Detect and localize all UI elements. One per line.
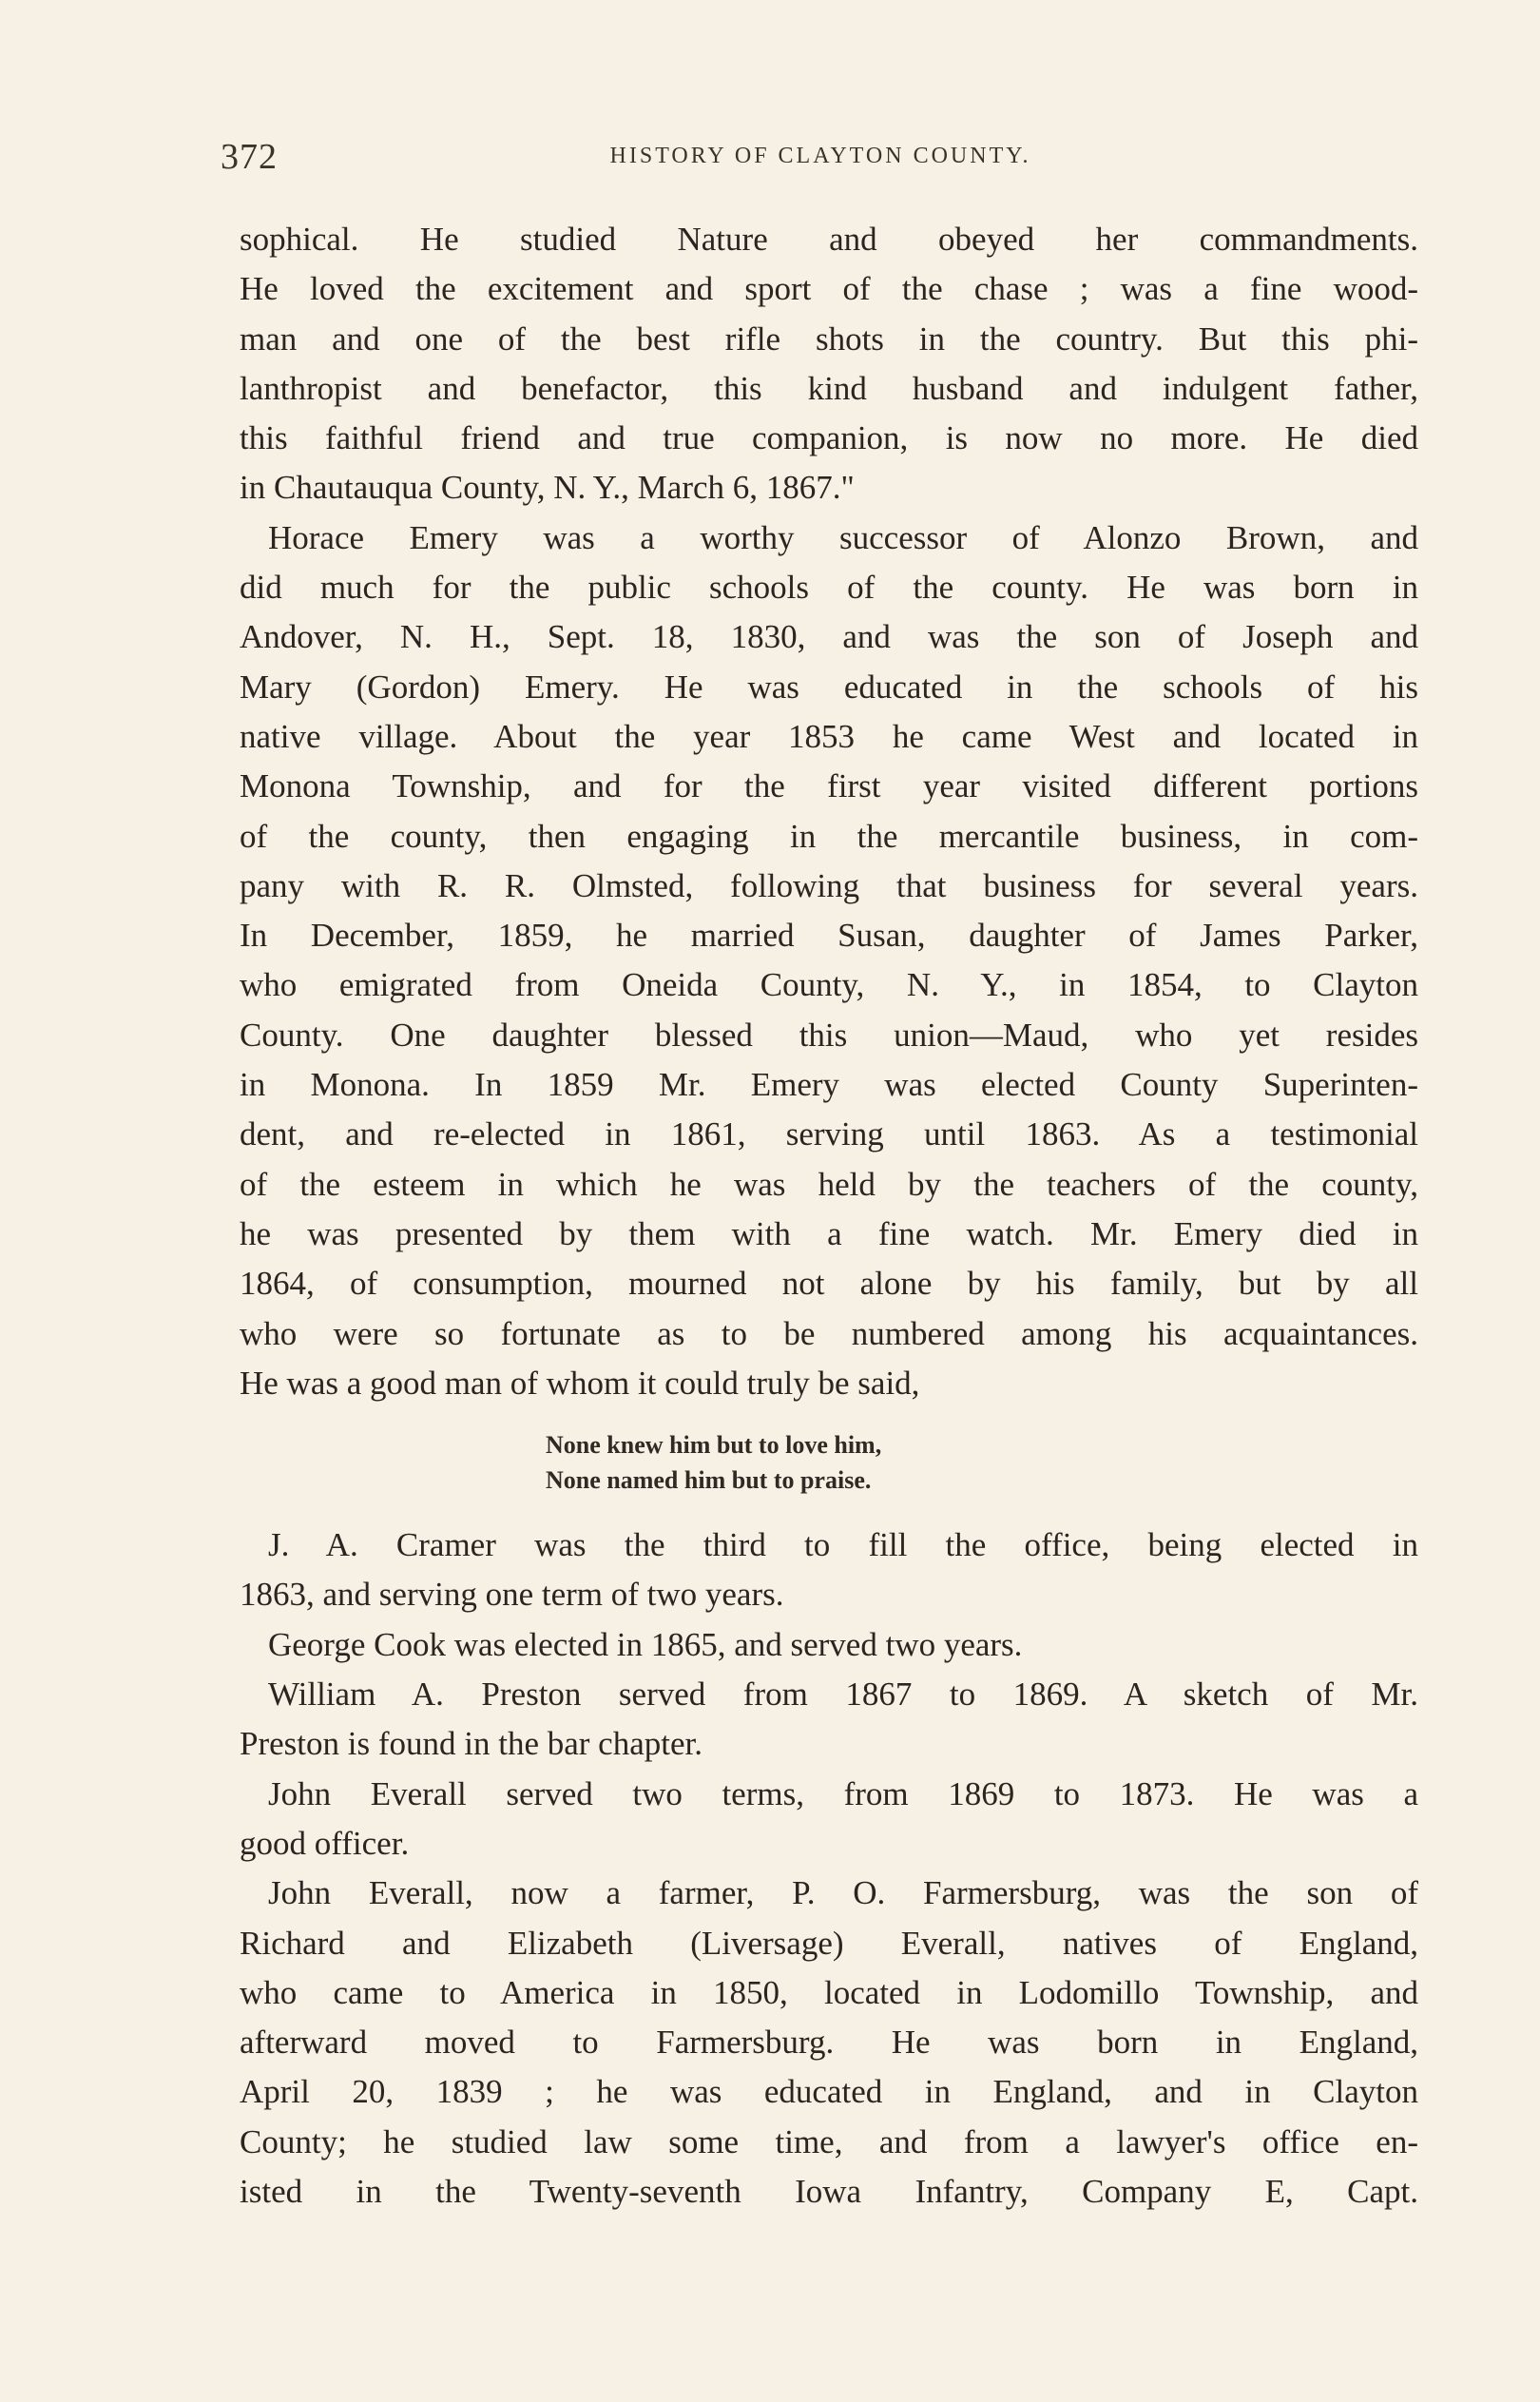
paragraph: [240, 1670, 1418, 1770]
text-line: County. One daughter blessed this union—Maud, who yet resides: [240, 1016, 1418, 1054]
text-line: Mary (Gordon) Emery. He was educated in the schools of his: [240, 668, 1418, 706]
poem-line: None named him but to praise.: [546, 1466, 872, 1495]
text-line: Andover, N. H., Sept. 18, 1830, and was the son of Joseph and: [240, 618, 1418, 656]
text-line: in Monona. In 1859 Mr. Emery was elected County Superinten-: [240, 1066, 1418, 1104]
text-line: man and one of the best rifle shots in the country. But this phi-: [240, 320, 1418, 358]
paragraph: [240, 513, 1418, 1408]
text-line: isted in the Twenty-seventh Iowa Infantry, Company E, Capt.: [240, 2172, 1418, 2210]
text-line: lanthropist and benefactor, this kind husband and indulgent father,: [240, 369, 1418, 407]
paragraph: [240, 1869, 1418, 2217]
paragraph: [240, 1620, 1418, 1670]
text-line: William A. Preston served from 1867 to 1869. A sketch of Mr.: [268, 1676, 1418, 1714]
text-line: he was presented by them with a fine watch. Mr. Emery died in: [240, 1214, 1418, 1252]
text-line: who came to America in 1850, located in Lodomillo Township, and: [240, 1973, 1418, 2011]
text-line: He was a good man of whom it could truly be said,: [240, 1364, 920, 1402]
paragraph: [240, 1521, 1418, 1620]
text-line: sophical. He studied Nature and obeyed her commandments.: [240, 221, 1418, 258]
text-line: Preston is found in the bar chapter.: [240, 1725, 703, 1763]
page-number: 372: [221, 137, 278, 177]
poem-line: None knew him but to love him,: [546, 1431, 882, 1460]
text-line: 1864, of consumption, mourned not alone by his family, but by all: [240, 1265, 1418, 1303]
text-line: George Cook was elected in 1865, and served two years.: [268, 1625, 1023, 1663]
text-line: County; he studied law some time, and from a lawyer's office en-: [240, 2122, 1418, 2160]
text-line: John Everall served two terms, from 1869 to 1873. He was a: [268, 1774, 1418, 1812]
body-text: [240, 215, 1418, 2217]
text-line: J. A. Cramer was the third to fill the office, being elected in: [268, 1526, 1418, 1564]
text-line: John Everall, now a farmer, P. O. Farmersburg, was the son of: [268, 1874, 1418, 1912]
text-line: of the county, then engaging in the mercantile business, in com-: [240, 817, 1418, 855]
paragraph: [240, 215, 1418, 513]
text-line: this faithful friend and true companion, is now no more. He died: [240, 419, 1418, 457]
text-line: pany with R. R. Olmsted, following that business for several years.: [240, 866, 1418, 904]
text-line: 1863, and serving one term of two years.: [240, 1576, 784, 1614]
text-line: Richard and Elizabeth (Liversage) Everall, natives of England,: [240, 1924, 1418, 1962]
running-head: HISTORY OF CLAYTON COUNTY.: [609, 144, 1031, 168]
text-line: good officer.: [240, 1824, 410, 1862]
text-line: in Chautauqua County, N. Y., March 6, 1867.": [240, 469, 855, 507]
text-line: did much for the public schools of the county. He was born in: [240, 569, 1418, 607]
text-line: who were so fortunate as to be numbered among his acquaintances.: [240, 1314, 1418, 1352]
text-line: In December, 1859, he married Susan, daughter of James Parker,: [240, 917, 1418, 955]
text-line: Horace Emery was a worthy successor of Alonzo Brown, and: [268, 518, 1418, 556]
text-line: April 20, 1839 ; he was educated in England, and in Clayton: [240, 2073, 1418, 2111]
poem-quotation: [240, 1427, 1418, 1498]
text-line: native village. About the year 1853 he came West and located in: [240, 717, 1418, 755]
text-line: afterward moved to Farmersburg. He was born in England,: [240, 2024, 1418, 2062]
text-line: dent, and re-elected in 1861, serving until 1863. As a testimonial: [240, 1115, 1418, 1153]
paragraph: [240, 1770, 1418, 1869]
text-line: Monona Township, and for the first year visited different portions: [240, 767, 1418, 805]
text-line: He loved the excitement and sport of the chase ; was a fine wood-: [240, 270, 1418, 308]
page-header: [221, 136, 1420, 184]
text-line: who emigrated from Oneida County, N. Y., in 1854, to Clayton: [240, 966, 1418, 1004]
text-line: of the esteem in which he was held by the teachers of the county,: [240, 1165, 1418, 1203]
